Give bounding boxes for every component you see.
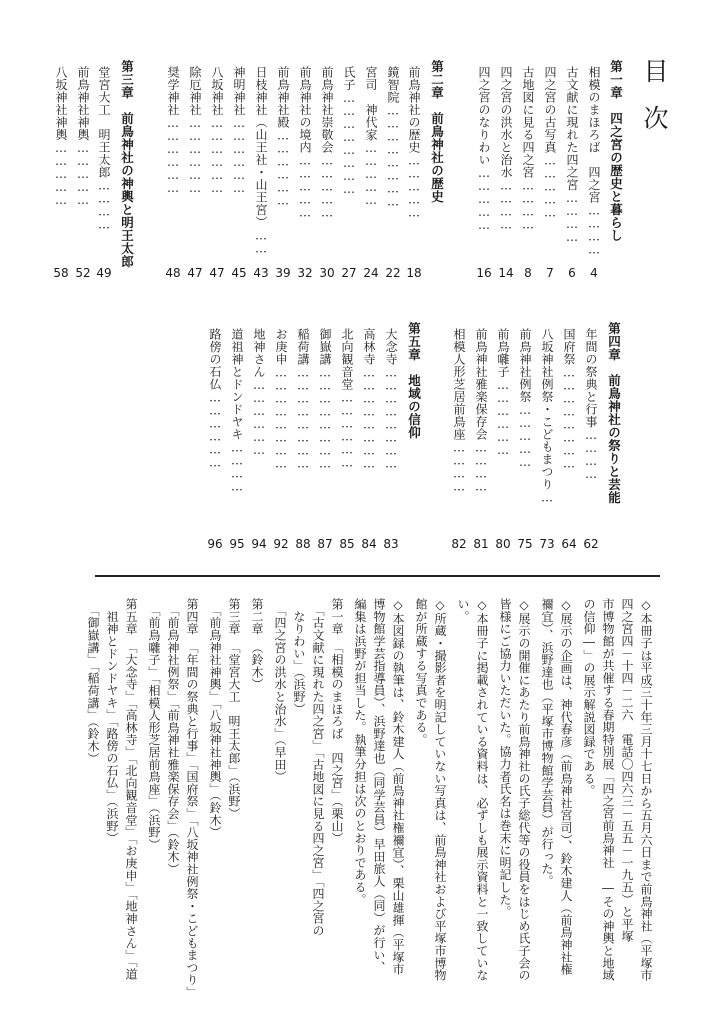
toc-page-number: 96 (207, 537, 223, 551)
toc-entry-title: 路傍の石仏 (208, 328, 222, 391)
toc-page-number: 16 (476, 266, 492, 280)
toc-entry (500, 66, 512, 231)
toc-entry (541, 328, 553, 504)
note-line: なりわい」（浜野） (292, 598, 306, 715)
toc-page-number: 84 (361, 537, 377, 551)
toc-entry (387, 66, 399, 208)
toc-leader-dots: ……………… (252, 378, 266, 456)
toc-entry (319, 328, 331, 470)
toc-leader-dots: ………… (230, 440, 244, 493)
toc-entry-title: 第二章 前鳥神社の歴史 (429, 60, 445, 203)
toc-page-number: 43 (253, 266, 269, 280)
note-line: ◇本冊子は平成三十年三月十七日から五月六日まで前鳥神社（平塚市 (639, 598, 653, 982)
toc-entry-title: 古文献に現れた四之宮 (565, 66, 579, 191)
note-line: 編集は浜野が担当した。執筆分担は次のとおりである。 (353, 598, 367, 906)
note-line: 「前鳥神社神輿」「八坂神社神輿」（鈴木） (208, 598, 222, 839)
toc-entry-title: 四之宮の洪水と治水 (499, 66, 513, 179)
toc-chapter-heading (430, 60, 443, 203)
note-line: の信仰―」の展示解説図録である。 (582, 598, 596, 797)
toc-entry-title: 氏子 (342, 66, 356, 91)
toc-entry (585, 328, 597, 480)
toc-leader-dots: …………… (407, 153, 421, 219)
toc-leader-dots: …………………… (342, 91, 356, 195)
note-line: ◇本冊子に掲載されている資料は、必ずしも展示資料と一致していな (475, 598, 489, 982)
toc-entry (341, 328, 353, 469)
toc-entry-title: 前鳥神社神輿 (76, 66, 90, 141)
toc-entry-title: 八坂神社例祭・こどもまつり (540, 328, 554, 491)
toc-entry-title: 国府祭 (562, 328, 576, 366)
toc-page-number: 7 (546, 266, 554, 280)
toc-chapter-heading (120, 60, 133, 268)
toc-leader-dots: … (540, 490, 554, 504)
toc-entry-title: 前鳥神社雅楽保存会 (474, 328, 488, 441)
toc-entry (563, 328, 575, 470)
toc-entry-title: 年間の祭典と行事 (584, 328, 598, 428)
section-divider (95, 575, 660, 577)
toc-entry (167, 66, 179, 194)
toc-chapter-heading (607, 322, 620, 504)
toc-entry-title: 第三章 前鳥神社の神輿と明王太郎 (119, 60, 135, 268)
note-line: 第二章 （鈴木） (250, 598, 264, 691)
page-title: 目次 (640, 58, 669, 152)
toc-entry-title: 前鳥神社の歴史 (407, 66, 421, 154)
toc-page-number: 64 (561, 537, 577, 551)
toc-entry-title: 道祖神とドンドヤキ (230, 328, 244, 441)
toc-entry (255, 66, 267, 255)
toc-page-number: 30 (319, 266, 335, 280)
note-line: 「古文献に現れた四之宮」「古地図に見る四之宮」「四之宮の (311, 598, 325, 937)
toc-entry (98, 66, 110, 231)
toc-page-number: 24 (363, 266, 379, 280)
note-line: 市博物館が共催する春期特別展「四之宮前鳥神社 ―その神輿と地域 (601, 598, 615, 982)
toc-entry-title: 御嶽講 (318, 328, 332, 366)
toc-page-number: 81 (473, 537, 489, 551)
toc-entry (522, 66, 534, 231)
toc-page-number: 48 (165, 266, 181, 280)
toc-entry (209, 328, 221, 469)
note-line: 第三章 「堂宮大工 明王太郎」（浜野） (227, 598, 241, 820)
toc-entry-title: 堂宮大工 明王太郎 (97, 66, 111, 179)
toc-page-number: 95 (229, 537, 245, 551)
toc-entry-title: 日枝神社（山王社・山王宮） (254, 66, 268, 229)
toc-page-number: 83 (383, 537, 399, 551)
note-line: ◇展示の企画は、神代春彦（前鳥神社宮司）、鈴木建人（前鳥神社権 (559, 598, 573, 976)
toc-leader-dots: ……………… (276, 128, 290, 207)
note-line: 皆様にご協力いただいた。協力者氏名は巻末に明記した。 (498, 598, 512, 918)
toc-leader-dots: …………… (298, 153, 312, 219)
toc-leader-dots: ………… (565, 191, 579, 243)
toc-entry-title: 地神さん (252, 328, 266, 378)
toc-leader-dots: ………… (474, 440, 488, 493)
toc-entry (453, 328, 465, 493)
toc-chapter-heading (609, 60, 622, 242)
toc-entry-title: 稲荷講 (296, 328, 310, 366)
toc-page-number: 73 (539, 537, 555, 551)
toc-page-number: 45 (231, 266, 247, 280)
toc-entry-title: 第五章 地域の信仰 (406, 322, 422, 439)
toc-page-number: 22 (385, 266, 401, 280)
toc-entry-title: 大念寺 (384, 328, 398, 366)
toc-entry-title: お庚申 (274, 328, 288, 366)
toc-entry-title: 前鳥神社例祭 (518, 328, 532, 403)
toc-page-number: 62 (583, 537, 599, 551)
toc-page-number: 58 (53, 266, 69, 280)
toc-entry (297, 328, 309, 470)
toc-leader-dots: ……………… (232, 116, 246, 194)
toc-entry (408, 66, 420, 219)
toc-leader-dots: …………… (364, 141, 378, 206)
note-line: 四之宮四－十四－二六 電話〇四六三－五五－一九五）と平塚 (620, 598, 634, 943)
note-line: 博物館学芸指導員）、浜野達也（同学芸員）早田旅人（同）が行い、 (372, 598, 386, 974)
toc-leader-dots: …………………… (384, 365, 398, 470)
toc-entry-title: 奨学神社 (166, 66, 180, 116)
toc-leader-dots: …………………… (362, 365, 376, 470)
toc-entry (363, 328, 375, 470)
toc-entry-title: 前鳥囃子 (496, 328, 510, 378)
toc-page-number: 27 (341, 266, 357, 280)
toc-entry (566, 66, 578, 243)
toc-page-number: 49 (96, 266, 112, 280)
note-line: 「前鳥神社例祭」「前鳥神社雅楽保存会」（鈴木） (166, 598, 180, 876)
toc-leader-dots: …………… (320, 153, 334, 219)
toc-leader-dots: ……………… (188, 116, 202, 194)
toc-leader-dots: …………… (477, 166, 491, 231)
toc-page-number: 80 (495, 537, 511, 551)
toc-entry-title: 高林寺 (362, 328, 376, 366)
toc-leader-dots: …………………… (296, 365, 310, 470)
note-line: 祖神とドンドヤキ」「路傍の石仏」（浜野） (105, 598, 119, 845)
toc-page-number: 52 (75, 266, 91, 280)
toc-leader-dots: ………… (499, 178, 513, 231)
toc-entry (189, 66, 201, 194)
toc-leader-dots: ……………… (166, 116, 180, 194)
note-line: ◇本図録の執筆は、鈴木建人（前鳥神社権禰宜）、栗山雄揮（平塚市 (391, 598, 405, 976)
toc-entry-title: 第四章 前鳥神社の祭りと芸能 (606, 322, 622, 504)
toc-entry-title: 前鳥神社殿 (276, 66, 290, 129)
toc-entry (478, 66, 490, 231)
toc-leader-dots: ………… (521, 178, 535, 231)
toc-chapter-heading (407, 322, 420, 439)
toc-leader-dots: ……………… (496, 378, 510, 456)
note-line: い。 (456, 598, 470, 623)
note-line: 館が所蔵する写真である。 (414, 598, 428, 746)
toc-entry-title: 古地図に見る四之宮 (521, 66, 535, 179)
toc-entry (385, 328, 397, 470)
note-line: 第五章 「大念寺」「高林寺」「北向観音堂」「お庚申」「地神さん」「道 (124, 598, 138, 981)
toc-entry (55, 66, 67, 206)
note-line: ◇展示の開催にあたり前鳥神社の氏子総代等の役員をはじめ氏子会の (517, 598, 531, 982)
toc-page-number: 88 (295, 537, 311, 551)
toc-entry (253, 328, 265, 456)
toc-entry-title: 八坂神社神輿 (54, 66, 68, 141)
toc-page-number: 87 (317, 537, 333, 551)
toc-page-number: 4 (590, 266, 598, 280)
toc-entry (475, 328, 487, 493)
toc-page-number: 32 (297, 266, 313, 280)
toc-entry (231, 328, 243, 493)
toc-entry (544, 66, 556, 219)
toc-entry (588, 66, 600, 256)
toc-page-number: 8 (524, 266, 532, 280)
toc-entry-title: 除厄神社 (188, 66, 202, 116)
toc-leader-dots: ………… (587, 203, 601, 256)
toc-entry (275, 328, 287, 470)
toc-entry (211, 66, 223, 194)
toc-leader-dots: …………… (518, 403, 532, 468)
note-line: 「前鳥囃子」「相模人形芝居前鳥座」（浜野） (147, 598, 161, 851)
toc-entry (77, 66, 89, 206)
toc-page-number: 6 (568, 266, 576, 280)
note-line: 「御嶽講」「稲荷講」（鈴木） (86, 598, 100, 765)
toc-page-number: 82 (451, 537, 467, 551)
toc-leader-dots: …………………… (274, 365, 288, 470)
toc-page-number: 92 (273, 537, 289, 551)
note-line: ◇所蔵・撮影者を明記していない写真は、前鳥神社および平塚市博物 (433, 598, 447, 982)
toc-entry-title: 相模人形芝居前鳥座 (452, 328, 466, 441)
toc-entry (365, 66, 377, 206)
toc-leader-dots: …………………… (386, 103, 400, 208)
toc-entry (321, 66, 333, 219)
toc-page-number: 85 (339, 537, 355, 551)
toc-entry-title: 北向観音堂 (340, 328, 354, 391)
toc-page-number: 75 (517, 537, 533, 551)
toc-entry-title: 鏡智院 (386, 66, 400, 104)
toc-page-number: 39 (275, 266, 291, 280)
toc-leader-dots: …………… (76, 141, 90, 206)
toc-entry (497, 328, 509, 456)
toc-entry-title: 八坂神社 (210, 66, 224, 116)
toc-entry (277, 66, 289, 207)
toc-leader-dots: ……………… (210, 116, 224, 194)
toc-page-number: 47 (187, 266, 203, 280)
toc-entry-title: 四之宮のなりわい (477, 66, 491, 166)
toc-entry-title: 宮司 神代家 (364, 66, 378, 141)
toc-entry-title: 前鳥神社の境内 (298, 66, 312, 154)
toc-leader-dots: ………… (584, 428, 598, 480)
toc-page-number: 14 (498, 266, 514, 280)
note-line: 「四之宮の洪水と治水」（早田） (273, 598, 287, 783)
note-line: 禰宜）、浜野達也（平塚市博物館学芸員）が行った。 (540, 598, 554, 888)
toc-entry (519, 328, 531, 468)
toc-page-number: 47 (209, 266, 225, 280)
note-line: 第一章 「相模のまほろば 四之宮」（栗山） (330, 598, 344, 845)
toc-leader-dots: …………… (54, 141, 68, 206)
toc-leader-dots: ………… (97, 178, 111, 231)
toc-entry-title: 第一章 四之宮の歴史と暮らし (608, 60, 624, 242)
toc-entry (343, 66, 355, 195)
toc-page-number: 94 (251, 537, 267, 551)
toc-entry-title: 前鳥神社崇敬会 (320, 66, 334, 154)
toc-leader-dots: ……………… (340, 390, 354, 469)
toc-entry (233, 66, 245, 194)
toc-entry-title: 相模のまほろば 四之宮 (587, 66, 601, 204)
toc-entry-title: 神明神社 (232, 66, 246, 116)
note-line: 第四章 「年間の祭典と行事」「国府祭」「八坂神社例祭・こどもまつり」 (185, 598, 199, 999)
toc-entry (299, 66, 311, 219)
toc-leader-dots: ………… (452, 440, 466, 493)
toc-leader-dots: …………………… (562, 365, 576, 470)
toc-leader-dots: ……………… (208, 390, 222, 469)
toc-leader-dots: …… (254, 228, 268, 255)
toc-leader-dots: …………… (543, 153, 557, 219)
toc-leader-dots: …………………… (318, 365, 332, 470)
toc-entry-title: 四之宮の古写真 (543, 66, 557, 154)
toc-page-number: 18 (406, 266, 422, 280)
